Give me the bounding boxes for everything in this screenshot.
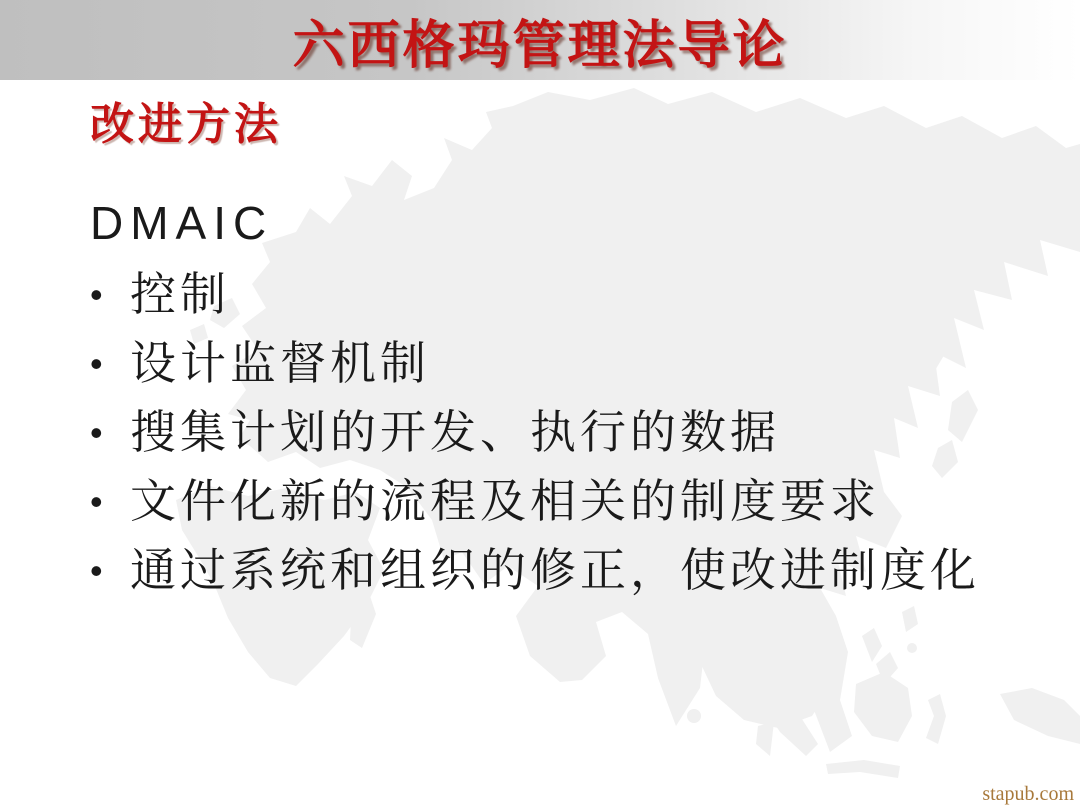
watermark: stapub.com	[982, 783, 1074, 805]
bullet-dot-icon: •	[90, 274, 103, 315]
slide-title: 六西格玛管理法导论	[292, 16, 788, 75]
bullet-item	[90, 260, 980, 329]
bullet-item	[90, 329, 980, 398]
bullet-dot-icon: •	[90, 481, 103, 522]
section-heading: 改进方法	[90, 100, 282, 149]
bullet-dot-icon: •	[90, 412, 103, 453]
bullet-dot-icon: •	[90, 550, 103, 591]
bullet-item	[90, 536, 980, 605]
bullet-item	[90, 398, 980, 467]
bullet-text: 控制	[130, 268, 230, 320]
bullet-list	[90, 260, 980, 605]
bullet-text: 文件化新的流程及相关的制度要求	[130, 475, 880, 527]
dmaic-label: DMAIC	[90, 197, 274, 249]
bullet-item	[90, 467, 980, 536]
bullet-text: 设计监督机制	[130, 337, 430, 389]
bullet-text: 搜集计划的开发、执行的数据	[130, 406, 780, 458]
title-banner	[0, 0, 1080, 80]
bullet-text: 通过系统和组织的修正，使改进制度化	[130, 544, 980, 596]
bullet-dot-icon: •	[90, 343, 103, 384]
